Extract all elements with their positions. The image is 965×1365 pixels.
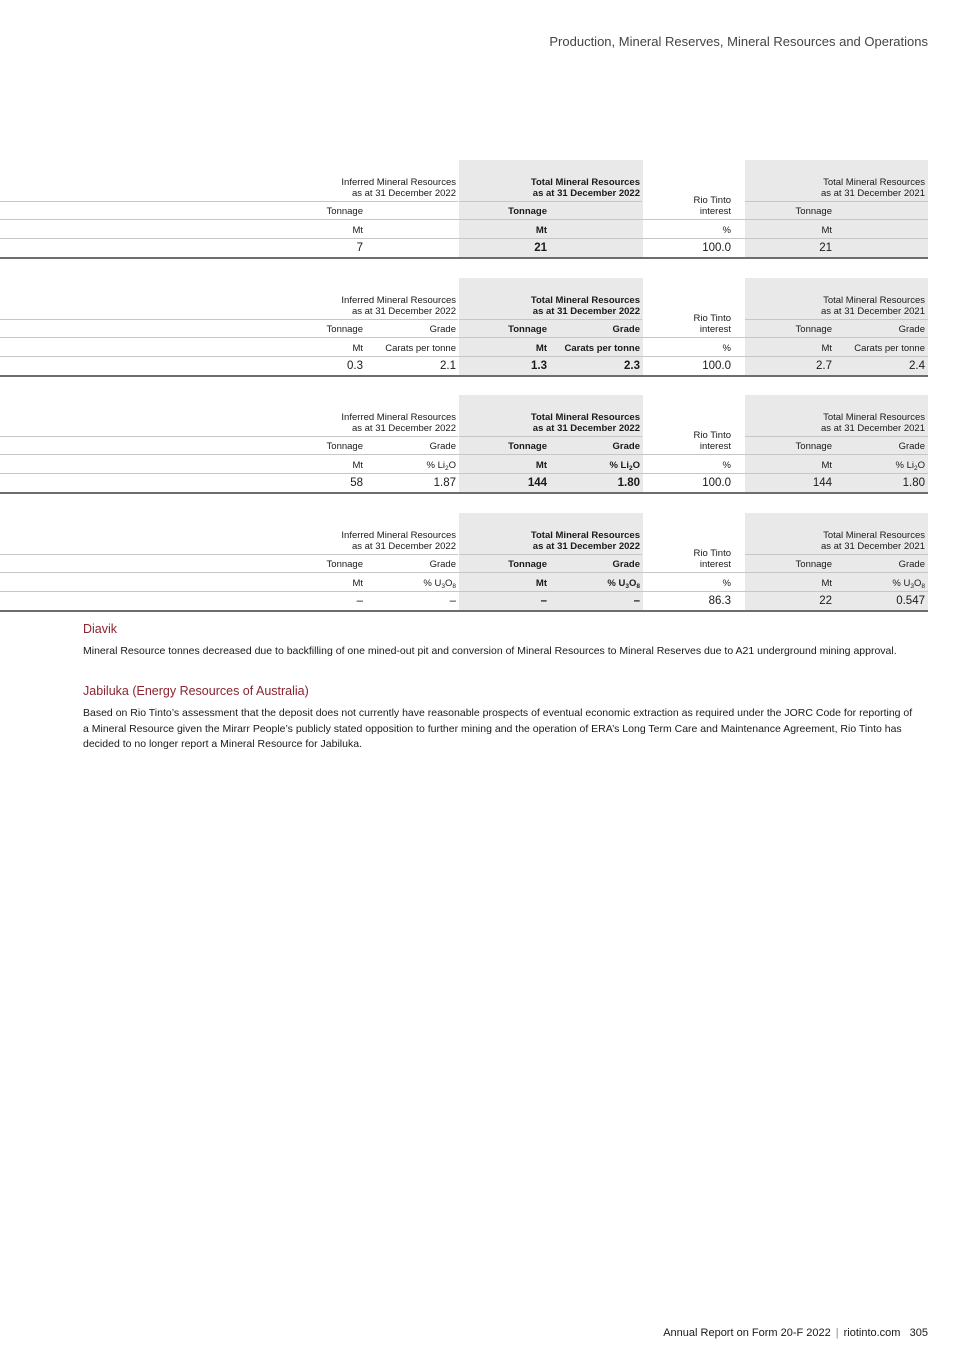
- column-header: Grade: [898, 559, 925, 570]
- running-header: Production, Mineral Reserves, Mineral Resources and Operations: [549, 34, 928, 49]
- value-cell: 2.7: [816, 360, 832, 372]
- unit-cell: Mt: [821, 460, 832, 471]
- value-cell: 2.4: [909, 360, 925, 372]
- footer-page-number: 305: [909, 1327, 928, 1339]
- column-header: Grade: [429, 559, 456, 570]
- value-cell: 0.3: [347, 360, 363, 372]
- table-rule: [0, 201, 458, 202]
- footer-separator: |: [835, 1327, 839, 1339]
- unit-cell: Mt: [352, 578, 363, 589]
- table-rule: [0, 572, 928, 573]
- table-rule: [0, 319, 458, 320]
- unit-cell: Mt: [352, 343, 363, 354]
- unit-cell: Mt: [821, 343, 832, 354]
- group-header-total-2021: Total Mineral Resources as at 31 December 2021: [820, 295, 925, 317]
- table-rule: [745, 436, 928, 437]
- group-header-inferred: Inferred Mineral Resources as at 31 December 2022: [341, 412, 456, 434]
- table-rule: [0, 219, 928, 220]
- unit-cell: Carats per tonne: [854, 343, 925, 354]
- table-rule: [0, 238, 928, 239]
- value-cell: 2.3: [624, 360, 640, 372]
- page-footer: [663, 1327, 928, 1339]
- unit-cell: % $Li_2O$: [426, 460, 456, 472]
- unit-cell: % $U_3O_8$: [892, 578, 925, 590]
- table-rule: [745, 319, 928, 320]
- value-cell: 100.0: [702, 360, 731, 372]
- table-rule: [745, 554, 928, 555]
- group-header-total-2021: Total Mineral Resources as at 31 December 2021: [820, 530, 925, 552]
- note-body: Mineral Resource tonnes decreased due to backfilling of one mined-out pit and conversion of Mineral Resources to Mineral Reserves due to A21 underground mining approval.: [83, 645, 897, 657]
- resource-table: [0, 513, 928, 613]
- value-cell: 100.0: [702, 477, 731, 489]
- column-header: Grade: [429, 441, 456, 452]
- value-cell: 21: [819, 242, 832, 254]
- resource-table: [0, 160, 928, 260]
- column-header: Grade: [612, 324, 640, 335]
- column-header: Tonnage: [795, 441, 832, 452]
- unit-cell: %: [722, 578, 731, 589]
- table-rule: [0, 591, 928, 592]
- unit-cell: Mt: [535, 460, 547, 471]
- table-rule: [0, 454, 928, 455]
- table-rule: [459, 554, 642, 555]
- column-header: Grade: [612, 441, 640, 452]
- column-header: Tonnage: [508, 441, 547, 452]
- table-rule: [459, 436, 642, 437]
- table-rule: [745, 201, 928, 202]
- column-header: Grade: [429, 324, 456, 335]
- table-rule: [0, 473, 928, 474]
- shaded-column: [459, 160, 643, 259]
- value-cell: 100.0: [702, 242, 731, 254]
- column-header: Tonnage: [508, 559, 547, 570]
- value-cell: 21: [534, 242, 547, 254]
- unit-cell: Carats per tonne: [564, 343, 640, 354]
- unit-cell: % $Li_2O$: [609, 460, 640, 472]
- group-header-total-2021: Total Mineral Resources as at 31 December 2021: [820, 177, 925, 199]
- unit-cell: % $Li_2O$: [895, 460, 925, 472]
- column-header: Tonnage: [326, 324, 363, 335]
- note-jabiluka: [83, 684, 913, 753]
- unit-cell: %: [722, 225, 731, 236]
- column-header: Tonnage: [508, 324, 547, 335]
- table-bottom-rule: [0, 375, 928, 377]
- table-rule: [459, 201, 642, 202]
- unit-cell: Mt: [535, 225, 547, 236]
- group-header-total-2021: Total Mineral Resources as at 31 December 2021: [820, 412, 925, 434]
- unit-cell: Mt: [535, 578, 547, 589]
- value-cell: 1.87: [433, 477, 456, 489]
- note-heading: Jabiluka (Energy Resources of Australia): [83, 684, 309, 698]
- note-body: Based on Rio Tinto’s assessment that the deposit does not currently have reasonable prospects of eventual economic extraction as required under the JORC Code for reporting of a Mineral Resource given the Mirarr People’s publicly stated opposition to further mining and the operation of ERA’s Long Term Care and Maintenance Agreement, Rio Tinto has decided to no longer report a Mineral Resource for Jabiluka.: [83, 707, 913, 750]
- note-diavik: [83, 622, 913, 660]
- group-header-interest: Rio Tinto interest: [693, 195, 731, 217]
- value-cell: 144: [527, 477, 547, 489]
- value-cell: 1.3: [531, 360, 547, 372]
- value-cell: –: [633, 595, 640, 607]
- column-header: Tonnage: [326, 559, 363, 570]
- value-cell: 58: [350, 477, 363, 489]
- value-cell: 22: [819, 595, 832, 607]
- unit-cell: Mt: [352, 225, 363, 236]
- column-header: Grade: [898, 441, 925, 452]
- table-rule: [0, 436, 458, 437]
- group-header-total-2022: Total Mineral Resources as at 31 December 2022: [530, 295, 640, 317]
- value-cell: 0.547: [896, 595, 925, 607]
- group-header-interest: Rio Tinto interest: [693, 313, 731, 335]
- value-cell: –: [449, 595, 456, 607]
- table-rule: [0, 554, 458, 555]
- column-header: Tonnage: [795, 206, 832, 217]
- unit-cell: %: [722, 343, 731, 354]
- value-cell: 2.1: [440, 360, 456, 372]
- value-cell: –: [540, 595, 547, 607]
- value-cell: 7: [356, 242, 363, 254]
- column-header: Tonnage: [795, 324, 832, 335]
- unit-cell: Mt: [352, 460, 363, 471]
- group-header-total-2022: Total Mineral Resources as at 31 December 2022: [530, 177, 640, 199]
- column-header: Tonnage: [326, 441, 363, 452]
- table-rule: [459, 319, 642, 320]
- group-header-total-2022: Total Mineral Resources as at 31 December 2022: [530, 412, 640, 434]
- column-header: Tonnage: [795, 559, 832, 570]
- note-heading: Diavik: [83, 622, 118, 636]
- unit-cell: Mt: [535, 343, 547, 354]
- table-rule: [0, 356, 928, 357]
- unit-cell: %: [722, 460, 731, 471]
- shaded-column: [745, 160, 928, 259]
- unit-cell: % $U_3O_8$: [423, 578, 456, 590]
- table-bottom-rule: [0, 257, 928, 259]
- value-cell: 86.3: [708, 595, 731, 607]
- column-header: Grade: [898, 324, 925, 335]
- group-header-inferred: Inferred Mineral Resources as at 31 December 2022: [341, 177, 456, 199]
- unit-cell: Carats per tonne: [385, 343, 456, 354]
- group-header-inferred: Inferred Mineral Resources as at 31 December 2022: [341, 295, 456, 317]
- value-cell: 1.80: [902, 477, 925, 489]
- group-header-interest: Rio Tinto interest: [693, 430, 731, 452]
- column-header: Grade: [612, 559, 640, 570]
- group-header-interest: Rio Tinto interest: [693, 548, 731, 570]
- group-header-inferred: Inferred Mineral Resources as at 31 December 2022: [341, 530, 456, 552]
- table-bottom-rule: [0, 610, 928, 612]
- footer-site: riotinto.com: [843, 1327, 901, 1339]
- table-bottom-rule: [0, 492, 928, 494]
- column-header: Tonnage: [326, 206, 363, 217]
- table-rule: [0, 337, 928, 338]
- resource-table: [0, 395, 928, 495]
- value-cell: –: [356, 595, 363, 607]
- footer-report-title: Annual Report on Form 20-F 2022: [663, 1327, 831, 1339]
- unit-cell: Mt: [821, 578, 832, 589]
- unit-cell: % $U_3O_8$: [607, 578, 640, 590]
- value-cell: 144: [812, 477, 832, 489]
- value-cell: 1.80: [617, 477, 640, 489]
- resource-table: [0, 278, 928, 378]
- column-header: Tonnage: [508, 206, 547, 217]
- unit-cell: Mt: [821, 225, 832, 236]
- group-header-total-2022: Total Mineral Resources as at 31 December 2022: [530, 530, 640, 552]
